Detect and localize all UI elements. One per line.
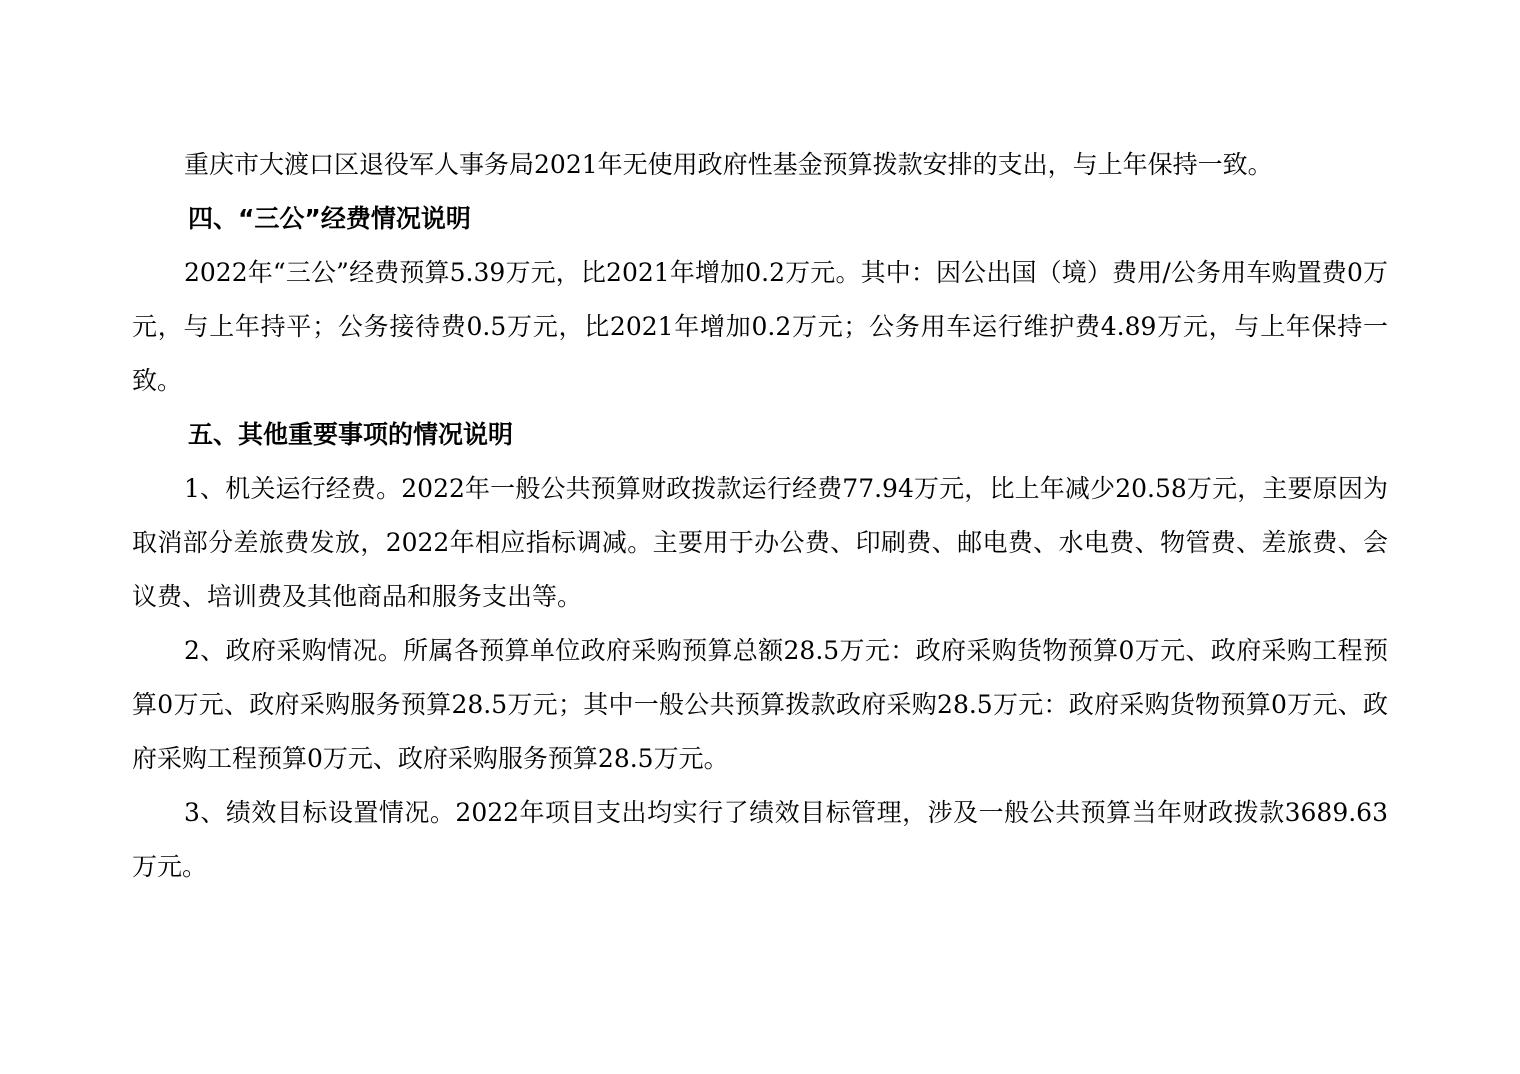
section-heading-other-matters: 五、其他重要事项的情况说明: [188, 420, 514, 449]
paragraph-government-procurement: 2、政府采购情况。所属各预算单位政府采购预算总额28.5万元：政府采购货物预算0万元、政府采购工程预算0万元、政府采购服务预算28.5万元；其中一般公共预算拨款政府采购28.5万元：政府采购货物预算0万元、政府采购工程预算0万元、政府采购服务预算28.5万元。: [132, 636, 1388, 773]
paragraph-fund-budget: 重庆市大渡口区退役军人事务局2021年无使用政府性基金预算拨款安排的支出，与上年保持一致。: [184, 150, 1273, 179]
section-heading-three-public-expenses: 四、“三公”经费情况说明: [188, 204, 471, 233]
paragraph-operating-expenses: 1、机关运行经费。2022年一般公共预算财政拨款运行经费77.94万元，比上年减少20.58万元，主要原因为取消部分差旅费发放，2022年相应指标调减。主要用于办公费、印刷费、邮电费、水电费、物管费、差旅费、会议费、培训费及其他商品和服务支出等。: [132, 474, 1388, 611]
document-body: [132, 138, 1388, 894]
paragraph-performance-targets: 3、绩效目标设置情况。2022年项目支出均实行了绩效目标管理，涉及一般公共预算当年财政拨款3689.63万元。: [132, 798, 1388, 881]
paragraph-three-public-expenses: 2022年“三公”经费预算5.39万元，比2021年增加0.2万元。其中：因公出国（境）费用/公务用车购置费0万元，与上年持平；公务接待费0.5万元，比2021年增加0.2万元；公务用车运行维护费4.89万元，与上年保持一致。: [132, 258, 1388, 395]
